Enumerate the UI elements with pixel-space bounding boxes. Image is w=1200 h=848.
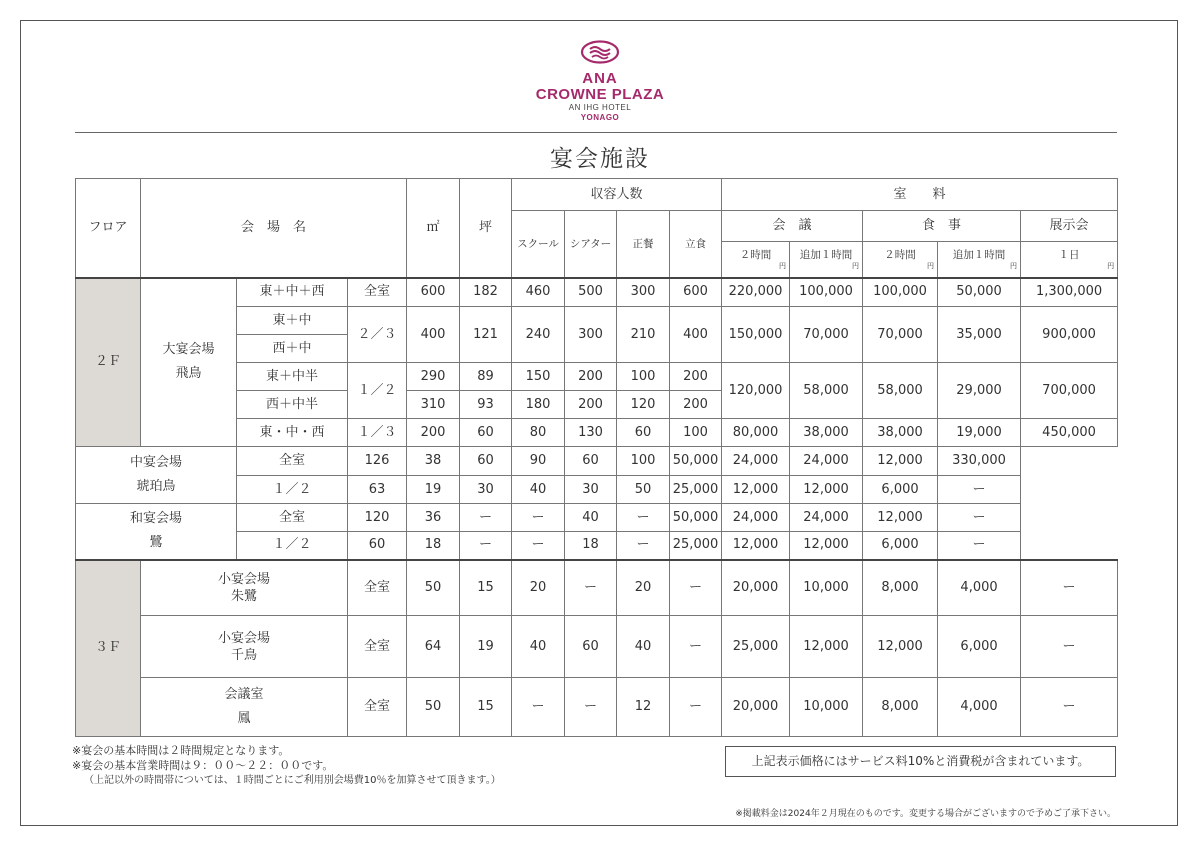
standing-cell: ー [670, 616, 722, 678]
division-cell: １／２ [348, 363, 407, 419]
theater-cell: 500 [565, 278, 617, 307]
logo-emblem-icon [580, 40, 620, 64]
meeting-add-cell: 58,000 [790, 363, 863, 419]
header-school: スクール [512, 211, 565, 278]
service-charge-note: 上記表示価格にはサービス料10%と消費税が含まれています。 [725, 746, 1116, 777]
seated-cell: 20 [617, 560, 670, 616]
sqm-cell: 290 [407, 363, 460, 391]
banquet-table [75, 178, 1118, 737]
seated-cell: 60 [565, 447, 617, 476]
exhibit-cell: 1,300,000 [1021, 278, 1118, 307]
meal-add-cell: 12,000 [863, 447, 938, 476]
meeting-add-cell: 10,000 [790, 560, 863, 616]
venue-ootaka: 大宴会場 飛鳥 [141, 278, 237, 447]
tsubo-cell: 89 [460, 363, 512, 391]
school-cell: 150 [512, 363, 565, 391]
division-cell: 全室 [237, 504, 348, 532]
standing-cell: 200 [670, 363, 722, 391]
school-cell: ー [460, 504, 512, 532]
meeting-add-cell: 38,000 [790, 419, 863, 447]
theater-cell: 130 [565, 419, 617, 447]
meeting-add-cell: 12,000 [722, 476, 790, 504]
sqm-cell: 400 [407, 307, 460, 363]
seated-cell: 210 [617, 307, 670, 363]
tsubo-cell: 182 [460, 278, 512, 307]
seated-cell: 120 [617, 391, 670, 419]
theater-cell: 300 [565, 307, 617, 363]
meeting-2h-cell: 50,000 [670, 504, 722, 532]
meeting-add-cell: 24,000 [722, 504, 790, 532]
standing-cell: 50 [617, 476, 670, 504]
seated-cell: 100 [617, 363, 670, 391]
meal-2h-cell: 8,000 [863, 678, 938, 737]
exhibit-cell: ー [1021, 678, 1118, 737]
exhibit-cell: 450,000 [1021, 419, 1118, 447]
meal-2h-cell: 8,000 [863, 560, 938, 616]
tsubo-cell: 60 [460, 419, 512, 447]
floor-3f: ３Ｆ [76, 560, 141, 737]
standing-cell: 100 [617, 447, 670, 476]
header-meal-2h: ２時間 円 [863, 242, 938, 278]
meal-2h-cell: 12,000 [790, 476, 863, 504]
meal-2h-cell: 58,000 [863, 363, 938, 419]
school-cell: 180 [512, 391, 565, 419]
exhibit-cell: 700,000 [1021, 363, 1118, 419]
sqm-cell: 63 [348, 476, 407, 504]
meal-2h-cell: 24,000 [790, 504, 863, 532]
standing-cell: 200 [670, 391, 722, 419]
header-exhibit: 展示会 [1021, 211, 1118, 242]
exhibit-cell: ー [938, 504, 1021, 532]
venue-naka: 中宴会場 琥珀鳥 [76, 447, 237, 504]
logo-ana: ANA [582, 70, 618, 87]
venue-sho2: 小宴会場 千鳥 [141, 616, 348, 678]
header-fee: 室 料 [722, 179, 1118, 211]
meeting-2h-cell: 25,000 [722, 616, 790, 678]
standing-cell: ー [670, 560, 722, 616]
venue-kaigi: 会議室 鳳 [141, 678, 348, 737]
meeting-2h-cell: 220,000 [722, 278, 790, 307]
meeting-2h-cell: 50,000 [670, 447, 722, 476]
seated-cell: 60 [617, 419, 670, 447]
logo-ihg: AN IHG HOTEL [568, 103, 632, 112]
division-cell: １／３ [348, 419, 407, 447]
sqm-cell: 60 [348, 532, 407, 560]
exhibit-cell: ー [1021, 560, 1118, 616]
logo-yonago: YONAGO [580, 113, 620, 122]
header-meeting: 会 議 [722, 211, 863, 242]
tsubo-cell: 121 [460, 307, 512, 363]
theater-cell: 90 [512, 447, 565, 476]
meal-add-cell: 4,000 [938, 678, 1021, 737]
meal-add-cell: 50,000 [938, 278, 1021, 307]
seated-cell: 12 [617, 678, 670, 737]
division-cell: 全室 [348, 560, 407, 616]
part-cell: 東・中・西 [237, 419, 348, 447]
logo-crowne-plaza: CROWNE PLAZA [535, 86, 665, 103]
division-cell: 全室 [348, 616, 407, 678]
meeting-add-cell: 100,000 [790, 278, 863, 307]
meeting-2h-cell: 80,000 [722, 419, 790, 447]
theater-cell: 200 [565, 363, 617, 391]
division-cell: １／２ [237, 532, 348, 560]
tsubo-cell: 19 [407, 476, 460, 504]
header-theater: シアター [565, 211, 617, 278]
sqm-cell: 126 [348, 447, 407, 476]
standing-cell: 400 [670, 307, 722, 363]
footer-note: ※掲載料金は2024年２月現在のものです。変更する場合がございますので予めご了承下さい。 [735, 809, 1116, 819]
sqm-cell: 64 [407, 616, 460, 678]
part-cell: 東＋中 [237, 307, 348, 335]
division-cell: 全室 [237, 447, 348, 476]
theater-cell: 200 [565, 391, 617, 419]
header-tsubo: 坪 [460, 179, 512, 278]
meeting-2h-cell: 25,000 [670, 532, 722, 560]
division-cell: ２／３ [348, 307, 407, 363]
part-cell: 東＋中＋西 [237, 278, 348, 307]
header-capacity: 収容人数 [512, 179, 722, 211]
tsubo-cell: 93 [460, 391, 512, 419]
school-cell: 20 [512, 560, 565, 616]
header-meeting-2h: ２時間 円 [722, 242, 790, 278]
seated-cell: 30 [565, 476, 617, 504]
tsubo-cell: 15 [460, 678, 512, 737]
meeting-add-cell: 70,000 [790, 307, 863, 363]
meeting-add-cell: 12,000 [722, 532, 790, 560]
sqm-cell: 50 [407, 678, 460, 737]
meal-add-cell: 35,000 [938, 307, 1021, 363]
theater-cell: ー [565, 678, 617, 737]
header-floor: フロア [76, 179, 141, 278]
division-cell: １／２ [237, 476, 348, 504]
meeting-add-cell: 12,000 [790, 616, 863, 678]
school-cell: 40 [512, 616, 565, 678]
standing-cell: ー [670, 678, 722, 737]
header-meal-add: 追加１時間 円 [938, 242, 1021, 278]
theater-cell: ー [565, 560, 617, 616]
standing-cell: ー [617, 532, 670, 560]
meal-add-cell: 6,000 [863, 532, 938, 560]
sqm-cell: 310 [407, 391, 460, 419]
meal-2h-cell: 24,000 [790, 447, 863, 476]
header-meeting-add: 追加１時間 円 [790, 242, 863, 278]
floor-2f: ２Ｆ [76, 278, 141, 447]
exhibit-cell: ー [938, 476, 1021, 504]
standing-cell: 600 [670, 278, 722, 307]
meeting-2h-cell: 20,000 [722, 560, 790, 616]
venue-wa: 和宴会場 鷺 [76, 504, 237, 560]
theater-cell: 40 [512, 476, 565, 504]
tsubo-cell: 15 [460, 560, 512, 616]
school-cell: 80 [512, 419, 565, 447]
tsubo-cell: 36 [407, 504, 460, 532]
meeting-add-cell: 10,000 [790, 678, 863, 737]
header-venue: 会 場 名 [141, 179, 407, 278]
school-cell: ー [460, 532, 512, 560]
seated-cell: 300 [617, 278, 670, 307]
note-extra-fee: （上記以外の時間帯については、１時間ごとにご利用別会場費10％を加算させて頂きます。） [84, 775, 501, 786]
header-meal: 食 事 [863, 211, 1021, 242]
division-cell: 全室 [348, 278, 407, 307]
meeting-2h-cell: 150,000 [722, 307, 790, 363]
header-standing: 立食 [670, 211, 722, 278]
exhibit-cell: 900,000 [1021, 307, 1118, 363]
header-divider [75, 132, 1117, 133]
sqm-cell: 600 [407, 278, 460, 307]
part-cell: 西＋中半 [237, 391, 348, 419]
meal-add-cell: 6,000 [938, 616, 1021, 678]
meeting-add-cell: 24,000 [722, 447, 790, 476]
venue-sho1: 小宴会場 朱鷺 [141, 560, 348, 616]
meal-add-cell: 29,000 [938, 363, 1021, 419]
exhibit-cell: ー [1021, 616, 1118, 678]
meeting-2h-cell: 20,000 [722, 678, 790, 737]
school-cell: 30 [460, 476, 512, 504]
part-cell: 西＋中 [237, 335, 348, 363]
meeting-2h-cell: 120,000 [722, 363, 790, 419]
meal-2h-cell: 100,000 [863, 278, 938, 307]
exhibit-cell: 330,000 [938, 447, 1021, 476]
meal-2h-cell: 12,000 [863, 616, 938, 678]
tsubo-cell: 38 [407, 447, 460, 476]
seated-cell: 18 [565, 532, 617, 560]
division-cell: 全室 [348, 678, 407, 737]
sqm-cell: 50 [407, 560, 460, 616]
note-basic-time: ※宴会の基本時間は２時間規定となります。 [72, 744, 290, 757]
school-cell: 60 [460, 447, 512, 476]
meal-add-cell: 6,000 [863, 476, 938, 504]
page-title: 宴会施設 [550, 146, 650, 172]
theater-cell: ー [512, 532, 565, 560]
notes [72, 743, 501, 788]
header-seated: 正餐 [617, 211, 670, 278]
seated-cell: 40 [617, 616, 670, 678]
sqm-cell: 120 [348, 504, 407, 532]
school-cell: 240 [512, 307, 565, 363]
school-cell: 460 [512, 278, 565, 307]
meal-2h-cell: 38,000 [863, 419, 938, 447]
meal-add-cell: 19,000 [938, 419, 1021, 447]
tsubo-cell: 18 [407, 532, 460, 560]
header-exhibit-day: １日 円 [1021, 242, 1118, 278]
tsubo-cell: 19 [460, 616, 512, 678]
meal-2h-cell: 70,000 [863, 307, 938, 363]
exhibit-cell: ー [938, 532, 1021, 560]
sqm-cell: 200 [407, 419, 460, 447]
standing-cell: 100 [670, 419, 722, 447]
theater-cell: ー [512, 504, 565, 532]
seated-cell: 40 [565, 504, 617, 532]
school-cell: ー [512, 678, 565, 737]
meal-2h-cell: 12,000 [790, 532, 863, 560]
meal-add-cell: 4,000 [938, 560, 1021, 616]
header-sqm: ㎡ [407, 179, 460, 278]
note-business-hours: ※宴会の基本営業時間は９：００～２２：００です。 [72, 759, 334, 772]
standing-cell: ー [617, 504, 670, 532]
part-cell: 東＋中半 [237, 363, 348, 391]
hotel-logo [0, 40, 1200, 123]
meal-add-cell: 12,000 [863, 504, 938, 532]
meeting-2h-cell: 25,000 [670, 476, 722, 504]
theater-cell: 60 [565, 616, 617, 678]
